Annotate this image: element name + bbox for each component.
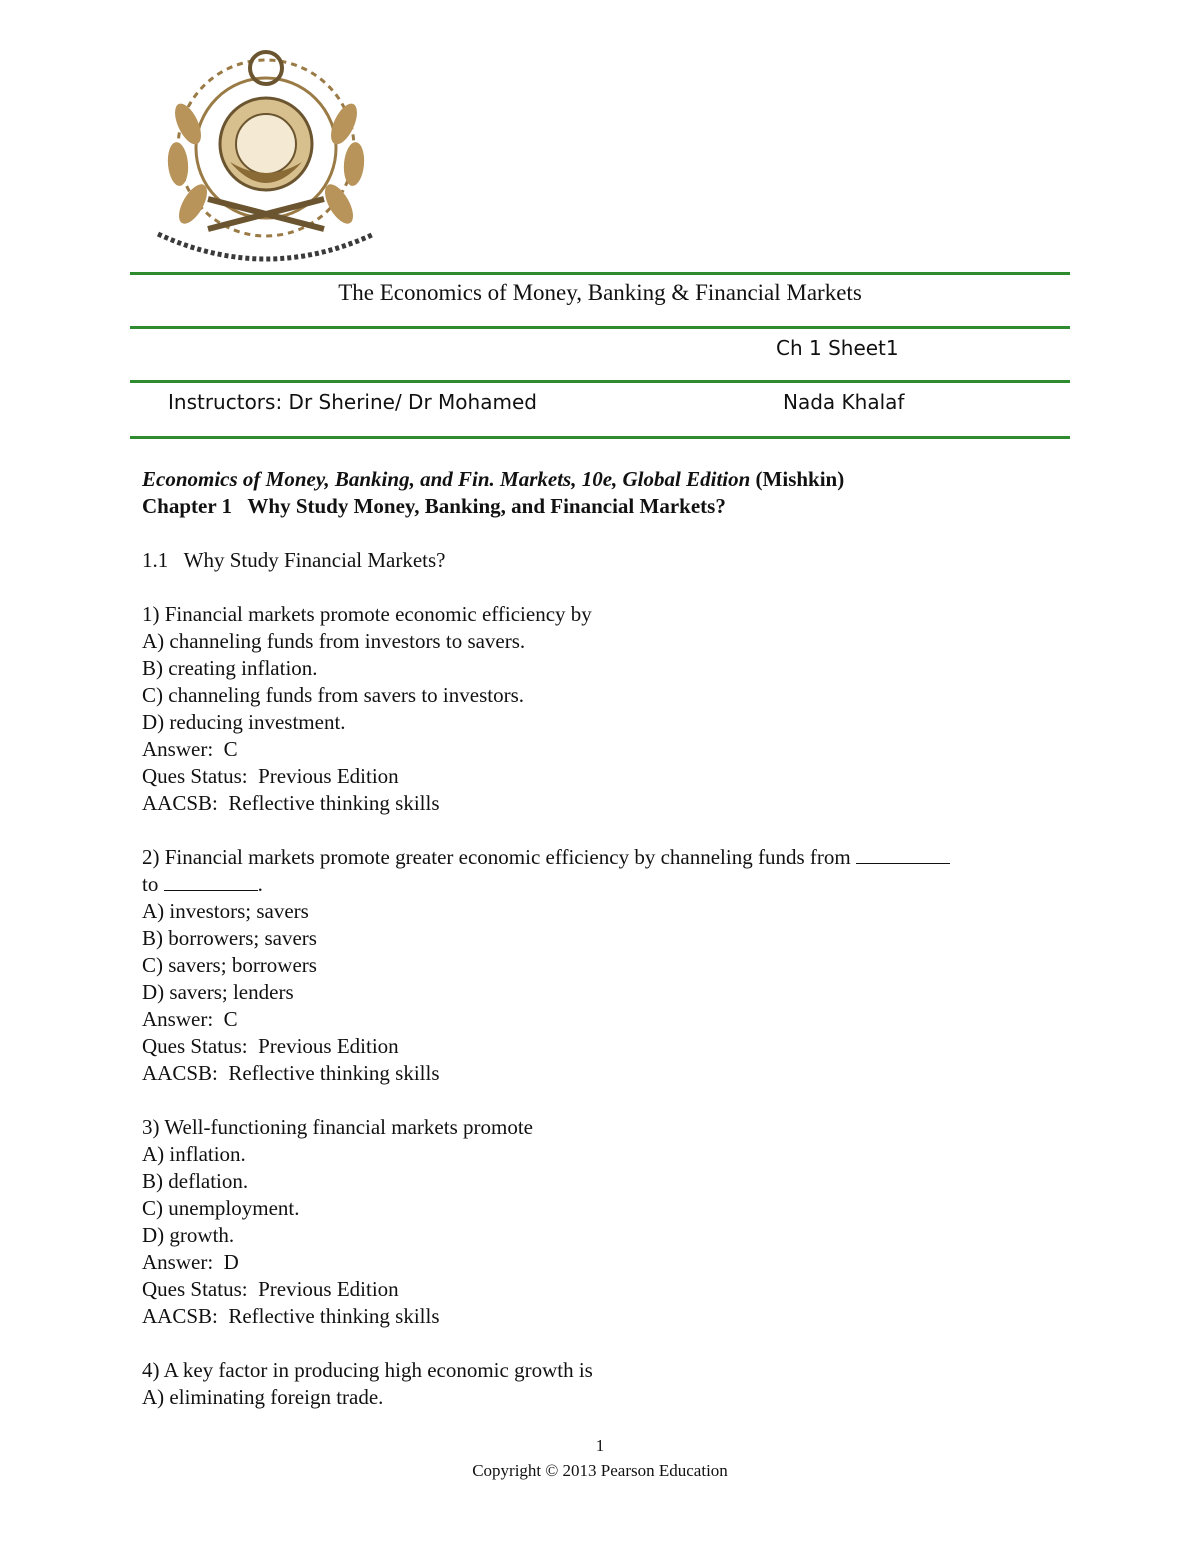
copyright-notice: Copyright © 2013 Pearson Education: [472, 1461, 728, 1480]
question-status: Ques Status: Previous Edition: [142, 1277, 399, 1301]
option: B) deflation.: [142, 1169, 249, 1193]
answer: Answer: C: [142, 737, 238, 761]
question-stem-cont: [142, 871, 1062, 898]
option: D) growth.: [142, 1223, 235, 1247]
instructors-label: Instructors: Dr Sherine/ Dr Mohamed: [168, 390, 537, 414]
option: C) unemployment.: [142, 1196, 300, 1220]
student-name: Nada Khalaf: [783, 390, 905, 414]
option: C) channeling funds from savers to investors.: [142, 683, 525, 707]
aacsb-tag: AACSB: Reflective thinking skills: [142, 1061, 440, 1085]
option: B) borrowers; savers: [142, 926, 317, 950]
option: B) creating inflation.: [142, 656, 318, 680]
option: A) inflation.: [142, 1142, 246, 1166]
section-heading: 1.1 Why Study Financial Markets?: [142, 548, 446, 572]
aacsb-tag: AACSB: Reflective thinking skills: [142, 1304, 440, 1328]
answer-blank: [164, 872, 258, 891]
question-3: [142, 1114, 1062, 1330]
question-status: Ques Status: Previous Edition: [142, 764, 399, 788]
option: C) savers; borrowers: [142, 953, 317, 977]
page-number: 1: [595, 1436, 605, 1455]
stem-part: 2) Financial markets promote greater economic efficiency by channeling funds from: [142, 845, 856, 869]
question-stem: 3) Well-functioning financial markets promote: [142, 1115, 533, 1139]
question-1: [142, 601, 1062, 817]
book-line: [142, 466, 1062, 493]
option: A) investors; savers: [142, 899, 309, 923]
answer-blank: [856, 845, 950, 864]
question-stem: [142, 844, 1062, 871]
option: D) reducing investment.: [142, 710, 346, 734]
question-4: [142, 1357, 1062, 1411]
answer: Answer: C: [142, 1007, 238, 1031]
answer: Answer: D: [142, 1250, 239, 1274]
header-rule-3: [130, 380, 1070, 383]
option: A) channeling funds from investors to savers.: [142, 629, 526, 653]
header-rule-top: [130, 272, 1070, 275]
stem-part: .: [257, 872, 263, 896]
university-seal-icon: [138, 44, 394, 272]
book-title: Economics of Money, Banking, and Fin. Markets, 10e, Global Edition: [142, 467, 751, 491]
sheet-label: Ch 1 Sheet1: [776, 336, 899, 360]
chapter-title: Chapter 1 Why Study Money, Banking, and Financial Markets?: [142, 494, 726, 518]
question-stem: 4) A key factor in producing high economic growth is: [142, 1358, 593, 1382]
book-author: (Mishkin): [750, 467, 845, 491]
header-rule-bottom: [130, 436, 1070, 439]
question-stem: 1) Financial markets promote economic efficiency by: [142, 602, 592, 626]
question-status: Ques Status: Previous Edition: [142, 1034, 399, 1058]
option: D) savers; lenders: [142, 980, 294, 1004]
stem-part: to: [142, 872, 164, 896]
document-body: [142, 466, 1062, 1411]
question-2: [142, 844, 1062, 1087]
option: A) eliminating foreign trade.: [142, 1385, 384, 1409]
course-title: The Economics of Money, Banking & Financial Markets: [338, 280, 862, 305]
header-rule-2: [130, 326, 1070, 329]
aacsb-tag: AACSB: Reflective thinking skills: [142, 791, 440, 815]
